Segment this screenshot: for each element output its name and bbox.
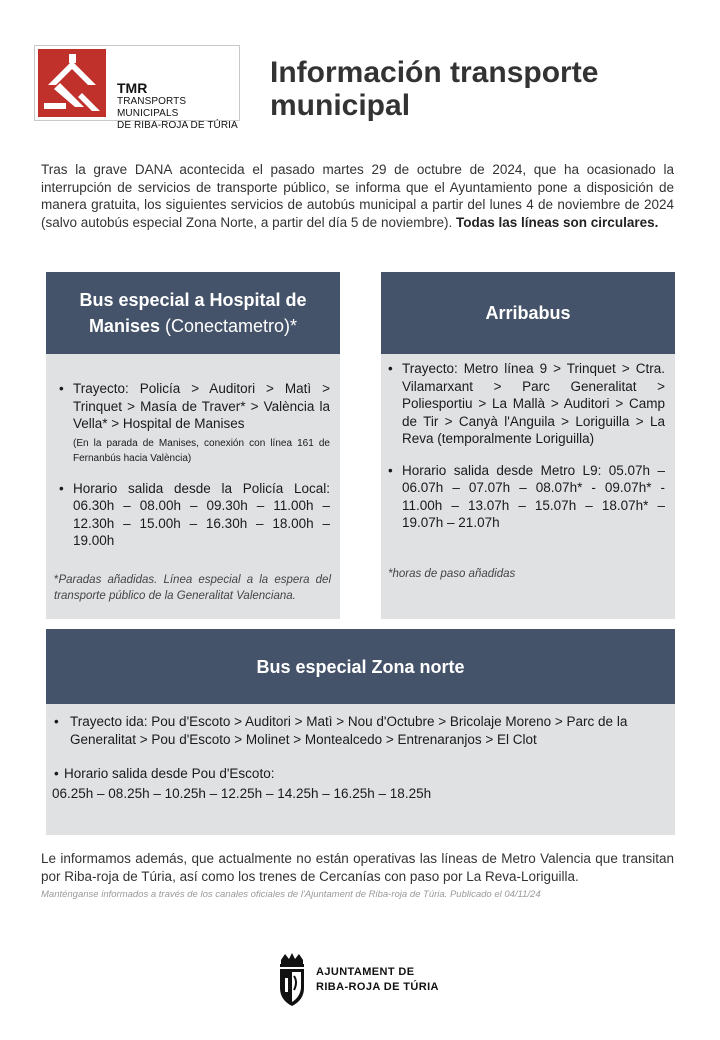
- zona-norte-schedule-item: [54, 765, 667, 802]
- ajuntament-line2: RIBA-ROJA DE TÚRIA: [316, 981, 439, 993]
- hospital-route-item: [53, 380, 330, 466]
- page-title-line2: municipal: [270, 89, 411, 122]
- hospital-footnote: [54, 572, 331, 604]
- zona-norte-route-item: [54, 713, 667, 748]
- hospital-route-text: Trayecto: Policía > Auditori > Matì > Trinquet > Masía de Traver* > València la Vella* > Hospital de Manises: [73, 381, 330, 431]
- tmr-logo: [34, 45, 240, 131]
- arribabus-footnote: *horas de paso añadidas: [388, 568, 516, 580]
- bullet: •: [388, 462, 393, 478]
- zona-norte-schedule-label: Horario salida desde Pou d'Escoto:: [64, 766, 275, 781]
- zona-norte-title: Bus especial Zona norte: [256, 656, 465, 677]
- zona-norte-route-text: Trayecto ida: Pou d'Escoto > Auditori > Matì > Nou d'Octubre > Bricolaje Moreno > Parc de la Generalitat > Pou d'Escoto > Molinet > Montealcedo > Entrenaranjos > El Clot: [70, 714, 628, 747]
- zona-norte-header: [46, 629, 675, 704]
- ajuntament-line1: AJUNTAMENT DE: [316, 966, 415, 978]
- hospital-route-note: (En la parada de Manises, conexión con línea 161 de Fernanbús hacia València): [73, 437, 330, 464]
- zona-norte-card: [46, 629, 675, 835]
- hospital-footnote-mark: *: [54, 574, 59, 586]
- tmr-bus-stop-icon: [38, 49, 106, 117]
- ajuntament-logo: [276, 952, 476, 1008]
- page-title: [270, 56, 690, 122]
- hospital-title-light: (Conectametro)*: [165, 316, 298, 336]
- arribabus-schedule-item: [382, 462, 665, 532]
- arribabus-card: [381, 272, 675, 619]
- hospital-schedule-text: Horario salida desde la Policía Local: 06.30h – 08.00h – 09.30h – 11.00h – 12.30h – 15.00h – 16.30h – 18.00h – 19.00h: [73, 480, 330, 548]
- bullet: •: [54, 714, 59, 729]
- intro-bold-text: Todas las líneas son circulares.: [456, 214, 659, 230]
- arribabus-route-item: [382, 360, 665, 448]
- tmr-name-line2: DE RIBA-ROJA DE TÚRIA: [117, 120, 238, 131]
- bullet: •: [59, 381, 64, 396]
- page-title-line1: Información transporte: [270, 56, 599, 89]
- hospital-bus-header: [46, 272, 340, 354]
- hospital-schedule-item: [53, 480, 330, 550]
- hospital-footnote-text: Paradas añadidas. Línea especial a la espera del transporte público de la Generalitat Valenciana.: [54, 574, 331, 602]
- hospital-bus-title: [56, 287, 330, 339]
- coat-of-arms-icon: [276, 952, 308, 1008]
- tmr-logo-mark: [38, 49, 106, 117]
- tmr-name-line1: TRANSPORTS MUNICIPALS: [117, 96, 187, 119]
- hospital-bus-card: [46, 272, 340, 619]
- intro-text: Tras la grave DANA acontecida el pasado martes 29 de octubre de 2024, que ha ocasionado la interrupción de servicios de transporte público, se informa que el Ayuntamiento pone a disposición de manera gratuita, los siguientes servicios de autobús municipal a partir del lunes 4 de noviembre de 2024 (salvo autobús especial Zona Norte, a partir del día 5 de noviembre).: [41, 162, 674, 230]
- arribabus-route-text: Trayecto: Metro línea 9 > Trinquet > Ctra. Vilamarxant > Parc Generalitat > Poliesportiu > La Mallà > Auditori > Camp de Tir > Canyà l'Anguila > Loriguilla > La Reva (temporalmente Loriguilla): [402, 361, 665, 446]
- tmr-acronym: TMR: [117, 80, 148, 96]
- zona-norte-schedule-times: 06.25h – 08.25h – 10.25h – 12.25h – 14.25h – 16.25h – 18.25h: [52, 785, 432, 801]
- arribabus-schedule-text: Horario salida desde Metro L9: 05.07h – 06.07h – 07.07h – 08.07h* - 09.07h* - 11.00h – 13.07h – 15.07h – 18.07h* – 19.07h – 21.07h: [402, 462, 665, 530]
- arribabus-header: [381, 272, 675, 354]
- hospital-title-bold: Bus especial a Hospital de Manises: [79, 290, 307, 336]
- bullet: •: [59, 480, 64, 496]
- closing-paragraph: Le informamos además, que actualmente no están operativas las líneas de Metro Valencia que transitan por Riba-roja de Túria, así como los trenes de Cercanías con paso por La Reva-Loriguilla.: [41, 851, 674, 884]
- published-note: Manténganse informados a través de los canales oficiales de l'Ajuntament de Riba-roja de Túria. Publicado el 04/11/24: [41, 889, 541, 900]
- intro-paragraph: [41, 161, 674, 231]
- tmr-logo-text: [117, 80, 239, 132]
- arribabus-title: Arribabus: [485, 303, 571, 323]
- bullet: •: [388, 361, 393, 376]
- ajuntament-text: [316, 965, 439, 995]
- bullet: •: [54, 766, 59, 781]
